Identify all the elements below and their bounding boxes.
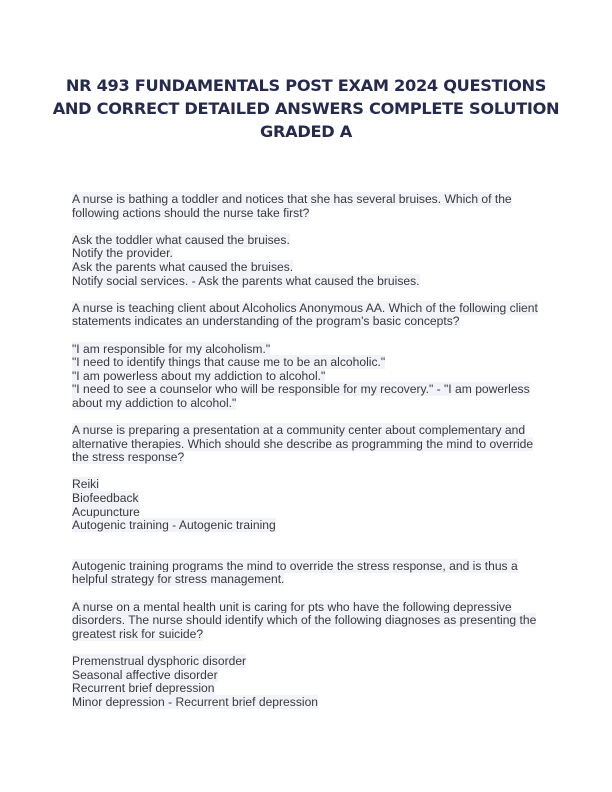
question-text: A nurse on a mental health unit is caring for pts who have the following depressive	[72, 599, 512, 614]
rationale-text: Autogenic training programs the mind to override the stress response, and is thus a	[72, 558, 518, 573]
question-text: following actions should the nurse take first?	[72, 205, 310, 220]
question-block	[72, 601, 552, 710]
answer-option: Reiki	[72, 477, 99, 492]
title-line: GRADED A	[260, 122, 352, 141]
answer-option: "I am powerless about my addiction to alcohol."	[72, 368, 326, 383]
answer-option: Notify the provider.	[72, 246, 173, 261]
question-block	[72, 193, 552, 288]
question-block	[72, 302, 552, 411]
answer-option: Recurrent brief depression	[72, 681, 215, 696]
question-text: A nurse is bathing a toddler and notices that she has several bruises. Which of the	[72, 192, 512, 206]
answer-option: Minor depression - Recurrent brief depression	[72, 694, 319, 709]
question-text: greatest risk for suicide?	[72, 626, 204, 641]
question-text: statements indicates an understanding of the program's basic concepts?	[72, 314, 460, 329]
question-block	[72, 424, 552, 587]
question-text: disorders. The nurse should identify which of the following diagnoses as presenting the	[72, 613, 537, 628]
answer-option: Ask the toddler what caused the bruises.	[72, 232, 290, 247]
answer-option: "I need to identify things that cause me to be an alcoholic."	[72, 355, 386, 370]
answer-option: Seasonal affective disorder	[72, 667, 218, 682]
question-text: A nurse is teaching client about Alcoholics Anonymous AA. Which of the following client	[72, 300, 538, 315]
document-title	[40, 74, 572, 143]
answer-option: Acupuncture	[72, 504, 140, 519]
title-line: NR 493 FUNDAMENTALS POST EXAM 2024 QUESTIONS	[65, 76, 547, 95]
answer-option: about my addiction to alcohol."	[72, 395, 237, 410]
question-text: A nurse is preparing a presentation at a community center about complementary and	[72, 423, 526, 438]
document-body	[72, 193, 552, 709]
title-line: AND CORRECT DETAILED ANSWERS COMPLETE SOLUTION	[52, 99, 560, 118]
question-text: the stress response?	[72, 450, 185, 465]
answer-option: Ask the parents what caused the bruises.	[72, 259, 294, 274]
answer-option: "I need to see a counselor who will be responsible for my recovery." - "I am powerless	[72, 382, 530, 397]
answer-option: Autogenic training - Autogenic training	[72, 518, 276, 533]
rationale-text: helpful strategy for stress management.	[72, 572, 285, 587]
answer-option: Notify social services. - Ask the parents what caused the bruises.	[72, 273, 420, 288]
answer-option: Biofeedback	[72, 491, 139, 506]
answer-option: "I am responsible for my alcoholism."	[72, 341, 271, 356]
answer-option: Premenstrual dysphoric disorder	[72, 654, 247, 668]
question-text: alternative therapies. Which should she describe as programming the mind to override	[72, 436, 534, 451]
